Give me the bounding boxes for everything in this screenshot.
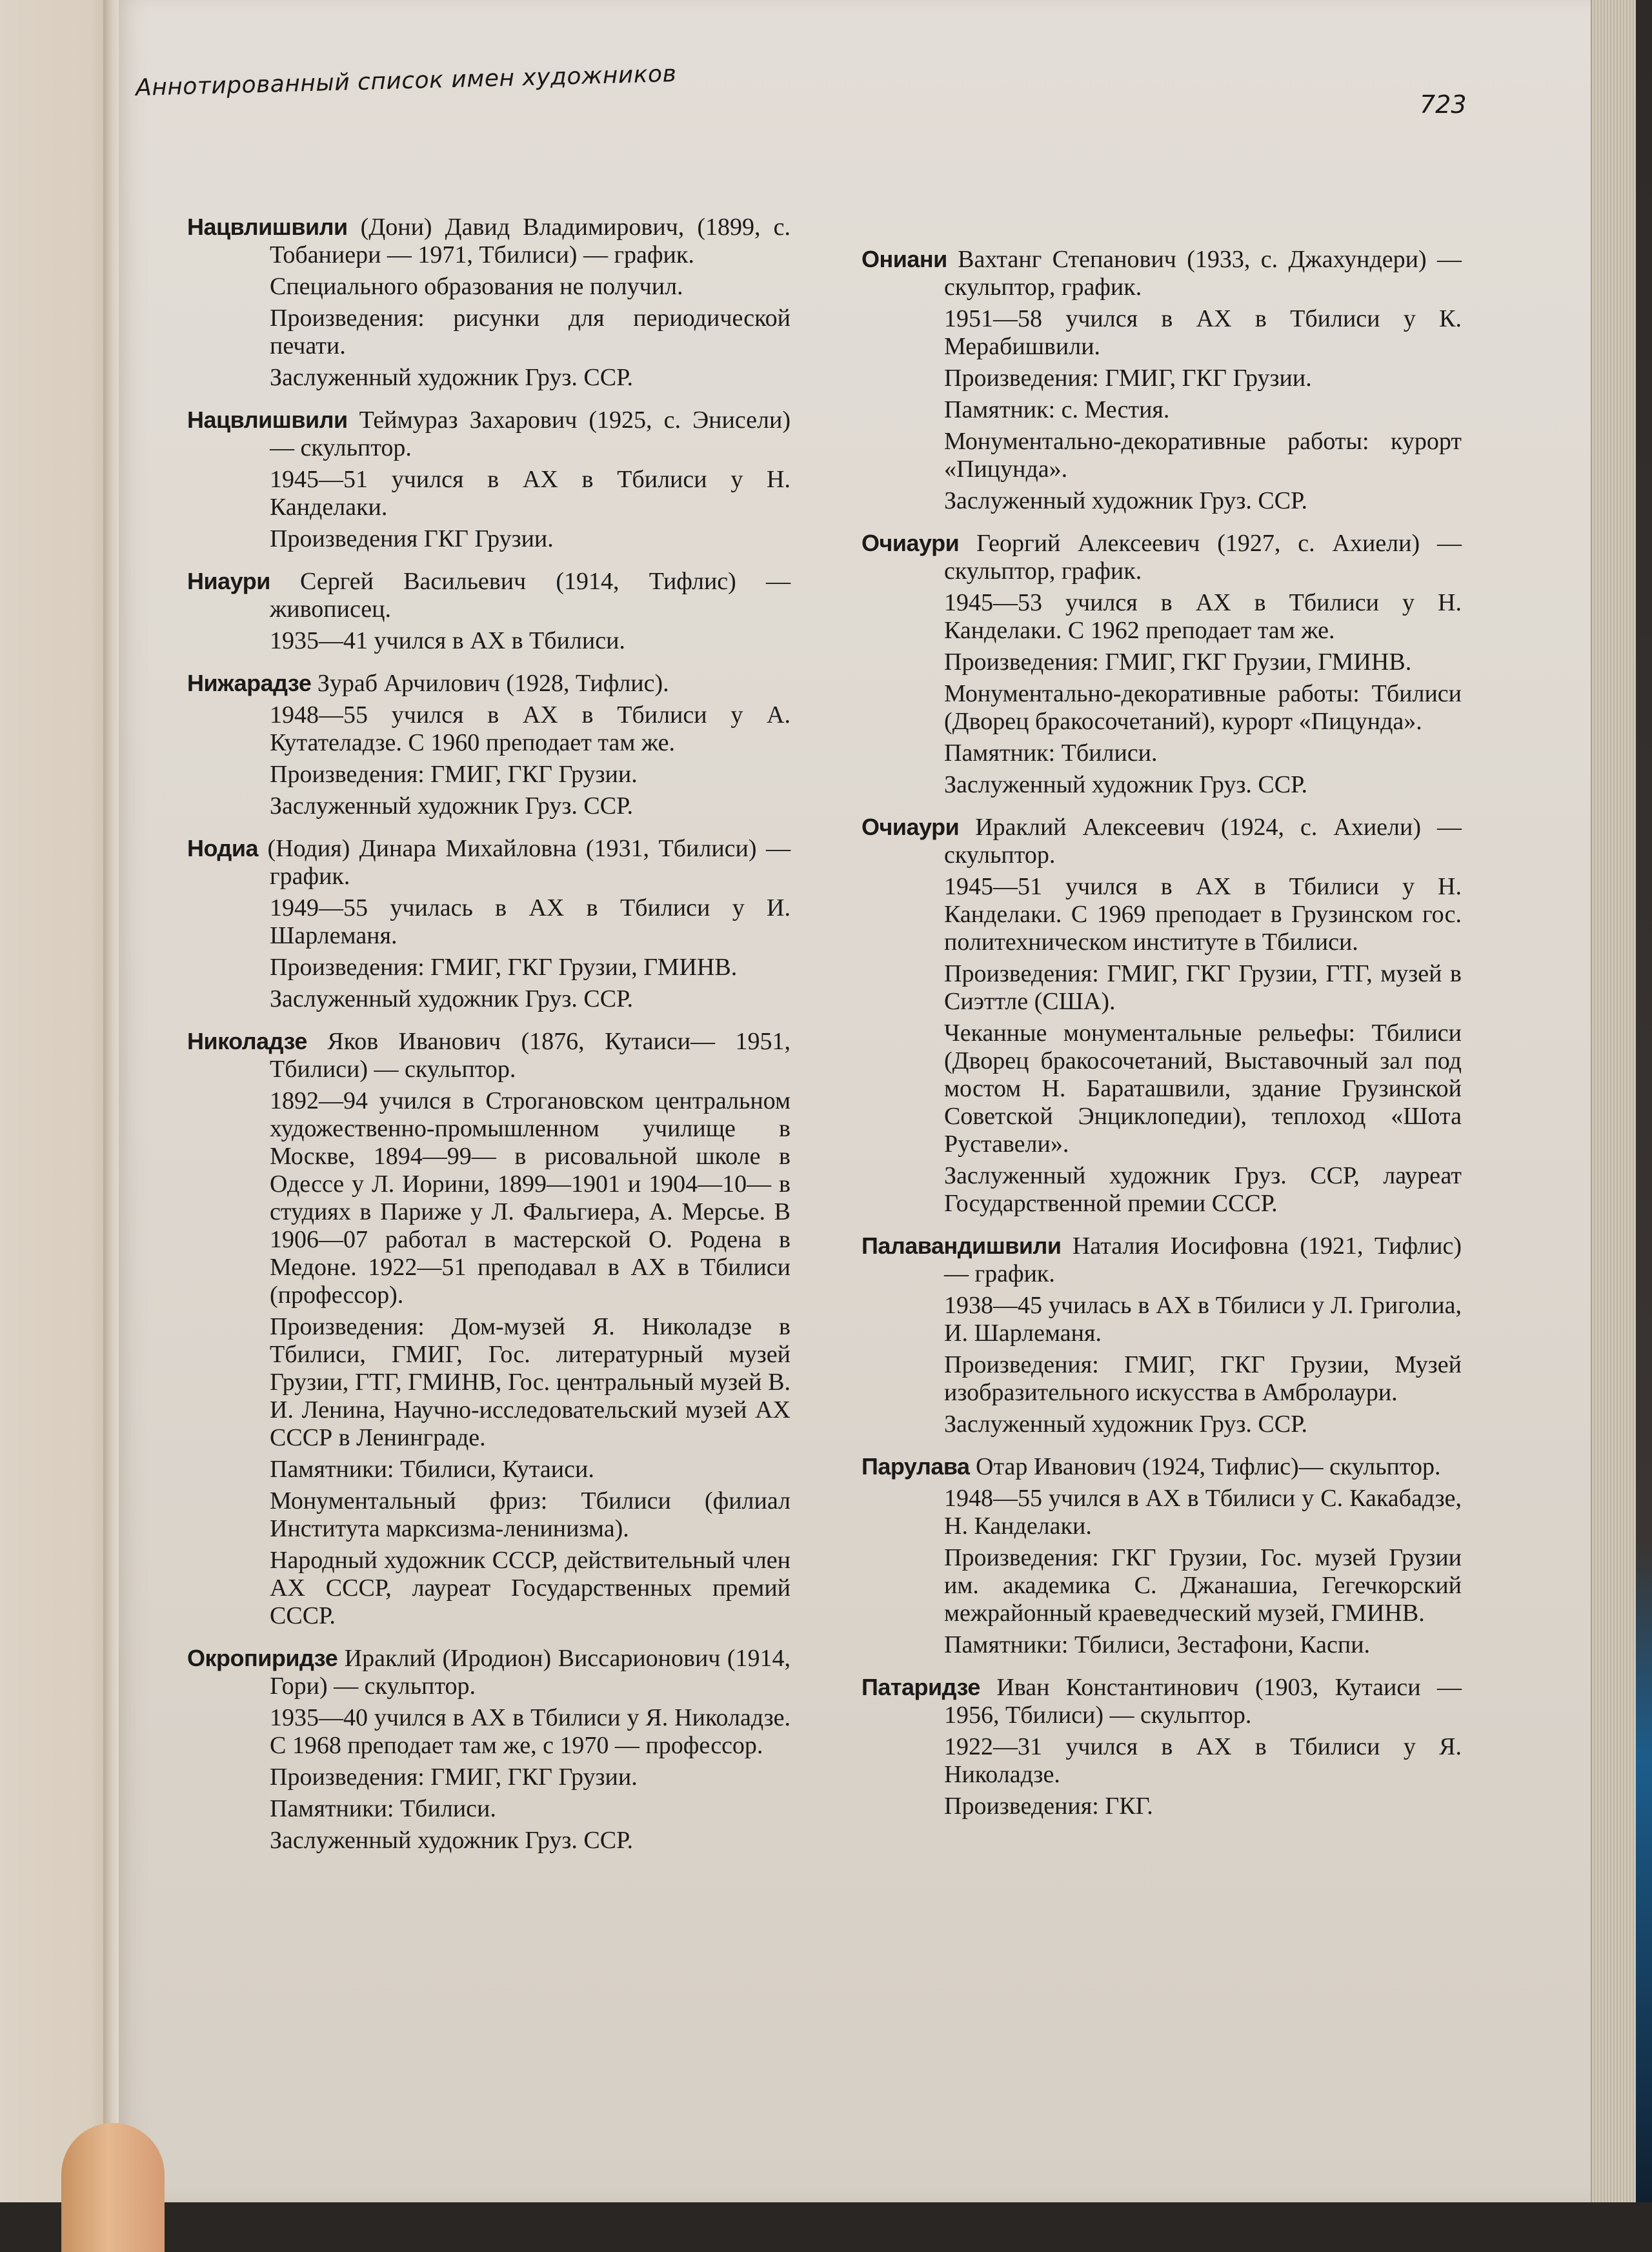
artist-name-dates: Отар Иванович (1924, Тифлис)— скульптор. bbox=[976, 1453, 1441, 1480]
entry-detail-line: Произведения ГКГ Грузии. bbox=[270, 525, 554, 552]
entry-heading bbox=[861, 813, 1462, 869]
entry-detail-line: Заслуженный художник Груз. ССР, лауреат Государственной премии СССР. bbox=[944, 1162, 1462, 1217]
artist-surname: Николадзе bbox=[187, 1028, 307, 1054]
artist-entry bbox=[861, 1453, 1462, 1659]
entry-detail-line: Произведения: рисунки для периодической печати. bbox=[270, 305, 791, 359]
artist-name-dates: Теймураз Захарович (1925, с. Энисели) — скульптор. bbox=[270, 407, 791, 461]
artist-surname: Ниаури bbox=[187, 568, 270, 594]
artist-surname: Нижарадзе bbox=[187, 670, 312, 696]
artist-entry bbox=[861, 1232, 1462, 1438]
artist-surname: Очиаури bbox=[861, 530, 960, 556]
entry-heading bbox=[187, 669, 791, 698]
entry-heading bbox=[187, 1027, 791, 1083]
entry-detail-line: Произведения: ГМИГ, ГКГ Грузии, ГМИНВ. bbox=[944, 648, 1412, 676]
entry-heading bbox=[187, 213, 791, 269]
entry-detail-line: Произведения: Дом-музей Я. Николадзе в Тбилиси, ГМИГ, Гос. литературный музей Грузии, ГТГ, ГМИНВ, Гос. центральный музей В. И. Ленина, Научно-исследовательский музей АХ СССР в Ленинграде. bbox=[270, 1313, 791, 1451]
artist-surname: Нацвлишвили bbox=[187, 407, 348, 433]
entry-heading bbox=[187, 406, 791, 462]
entry-detail-line: Произведения: ГМИГ, ГКГ Грузии. bbox=[270, 761, 638, 788]
thumb-holding-page bbox=[61, 2123, 165, 2252]
running-head: Аннотированный список имен художников bbox=[135, 61, 677, 101]
artist-name-dates: Зураб Арчилович (1928, Тифлис). bbox=[317, 670, 669, 697]
artist-surname: Нацвлишвили bbox=[187, 214, 348, 240]
entry-detail-line: Произведения: ГМИГ, ГКГ Грузии. bbox=[944, 365, 1312, 392]
artist-surname: Палавандишвили bbox=[861, 1232, 1062, 1259]
artist-entry bbox=[861, 245, 1462, 515]
artist-name-dates: (Нодия) Динара Михайловна (1931, Тбилиси) — график. bbox=[267, 835, 791, 890]
entry-detail-line: Произведения: ГМИГ, ГКГ Грузии, ГТГ, музей в Сиэттле (США). bbox=[944, 960, 1462, 1015]
artist-name-dates: Вахтанг Степанович (1933, с. Джахундери) — скульптор, график. bbox=[944, 246, 1462, 301]
artist-entry bbox=[187, 406, 791, 553]
artist-surname: Окропиридзе bbox=[187, 1645, 338, 1671]
entry-detail-line: 1935—40 учился в АХ в Тбилиси у Я. Николадзе. С 1968 преподает там же, с 1970 — профессор. bbox=[270, 1704, 791, 1759]
book-gutter bbox=[103, 0, 119, 2202]
entry-detail-line: Произведения: ГМИГ, ГКГ Грузии. bbox=[270, 1764, 638, 1791]
entry-detail-line: Народный художник СССР, действительный член АХ СССР, лауреат Государственных премий СССР. bbox=[270, 1547, 791, 1629]
artist-name-dates: Сергей Васильевич (1914, Тифлис) — живописец. bbox=[270, 568, 791, 623]
artist-name-dates: Иван Константинович (1903, Кутаиси — 1956, Тбилиси) — скульптор. bbox=[944, 1674, 1462, 1729]
artist-entry bbox=[861, 529, 1462, 799]
left-column bbox=[187, 213, 791, 1869]
entry-detail-line: Заслуженный художник Груз. ССР. bbox=[270, 792, 633, 819]
artist-surname: Патаридзе bbox=[861, 1674, 980, 1700]
entry-heading bbox=[861, 1232, 1462, 1288]
entry-detail-line: Заслуженный художник Груз. ССР. bbox=[944, 1411, 1307, 1438]
artist-surname: Ониани bbox=[861, 246, 947, 272]
artist-name-dates: Яков Иванович (1876, Кутаиси— 1951, Тбилиси) — скульптор. bbox=[270, 1028, 791, 1083]
entry-heading bbox=[861, 1673, 1462, 1729]
entry-detail-line: 1938—45 училась в АХ в Тбилиси у Л. Григолиа, И. Шарлеманя. bbox=[944, 1292, 1462, 1347]
artist-entry bbox=[187, 213, 791, 392]
right-column bbox=[861, 245, 1462, 1835]
entry-detail-line: 1945—51 учился в АХ в Тбилиси у Н. Канделаки. bbox=[270, 466, 791, 521]
entry-detail-line: 1945—53 учился в АХ в Тбилиси у Н. Канделаки. С 1962 преподает там же. bbox=[944, 589, 1462, 644]
entry-detail-line: Специального образования не получил. bbox=[270, 273, 683, 300]
entry-heading bbox=[187, 567, 791, 623]
entry-detail-line: Памятники: Тбилиси, Кутаиси. bbox=[270, 1456, 594, 1483]
entry-heading bbox=[187, 834, 791, 890]
entry-detail-line: Заслуженный художник Груз. ССР. bbox=[270, 985, 633, 1012]
entry-detail-line: Заслуженный художник Груз. ССР. bbox=[944, 487, 1307, 514]
entry-detail-line: 1935—41 учился в АХ в Тбилиси. bbox=[270, 627, 625, 654]
page-number: 723 bbox=[1420, 90, 1467, 119]
entry-detail-line: 1945—51 учился в АХ в Тбилиси у Н. Канделаки. С 1969 преподает в Грузинском гос. политехническом институте в Тбилиси. bbox=[944, 873, 1462, 956]
entry-detail-line: Заслуженный художник Груз. ССР. bbox=[270, 364, 633, 391]
artist-entry bbox=[861, 1673, 1462, 1820]
entry-detail-line: Памятники: Тбилиси, Зестафони, Каспи. bbox=[944, 1631, 1371, 1658]
entry-heading bbox=[187, 1644, 791, 1700]
entry-detail-line: 1948—55 учился в АХ в Тбилиси у А. Кутателадзе. С 1960 преподает там же. bbox=[270, 701, 791, 756]
entry-detail-line: Чеканные монументальные рельефы: Тбилиси (Дворец бракосочетаний, Выставочный зал под мостом Н. Бараташвили, здание Грузинской Советской Энциклопедии), теплоход «Шота Руставели». bbox=[944, 1020, 1462, 1158]
entry-detail-line: Монументально-декоративные работы: курорт «Пицунда». bbox=[944, 428, 1462, 483]
artist-entry bbox=[187, 834, 791, 1013]
entry-detail-line: Памятник: с. Местия. bbox=[944, 396, 1170, 423]
artist-name-dates: Наталия Иосифовна (1921, Тифлис) — график. bbox=[944, 1232, 1462, 1287]
entry-detail-line: Заслуженный художник Груз. ССР. bbox=[270, 1827, 633, 1854]
left-page-edge bbox=[0, 0, 113, 2202]
entry-detail-line: Монументально-декоративные работы: Тбилиси (Дворец бракосочетаний), курорт «Пицунда». bbox=[944, 680, 1462, 735]
artist-entry bbox=[187, 1027, 791, 1630]
artist-surname: Очиаури bbox=[861, 814, 960, 840]
entry-detail-line: Заслуженный художник Груз. ССР. bbox=[944, 771, 1307, 798]
artist-name-dates: Ираклий Алексеевич (1924, с. Ахиели) — скульптор. bbox=[944, 814, 1462, 869]
book-cover-edge bbox=[1636, 0, 1652, 2202]
artist-surname: Нодиа bbox=[187, 835, 259, 861]
entry-heading bbox=[861, 529, 1462, 585]
artist-entry bbox=[187, 567, 791, 655]
entry-heading bbox=[861, 1453, 1462, 1481]
entry-detail-line: Произведения: ГМИГ, ГКГ Грузии, ГМИНВ. bbox=[270, 954, 738, 981]
artist-surname: Парулава bbox=[861, 1453, 970, 1480]
artist-name-dates: Ираклий (Иродион) Виссарионович (1914, Гори) — скульптор. bbox=[270, 1645, 791, 1700]
entry-heading bbox=[861, 245, 1462, 301]
entry-detail-line: 1951—58 учился в АХ в Тбилиси у К. Мерабишвили. bbox=[944, 305, 1462, 360]
artist-entry bbox=[187, 669, 791, 820]
artist-name-dates: (Дони) Давид Владимирович, (1899, с. Тобаниери — 1971, Тбилиси) — график. bbox=[270, 214, 791, 268]
entry-detail-line: Произведения: ГКГ. bbox=[944, 1793, 1153, 1820]
entry-detail-line: 1922—31 учился в АХ в Тбилиси у Я. Николадзе. bbox=[944, 1733, 1462, 1788]
entry-detail-line: Произведения: ГКГ Грузии, Гос. музей Грузии им. академика С. Джанашиа, Гегечкорский межрайонный краеведческий музей, ГМИНВ. bbox=[944, 1544, 1462, 1627]
entry-detail-line: Памятники: Тбилиси. bbox=[270, 1795, 496, 1822]
entry-detail-line: Памятник: Тбилиси. bbox=[944, 739, 1158, 767]
artist-entry bbox=[861, 813, 1462, 1218]
artist-entry bbox=[187, 1644, 791, 1855]
artist-name-dates: Георгий Алексеевич (1927, с. Ахиели) — скульптор, график. bbox=[944, 530, 1462, 585]
entry-detail-line: 1949—55 училась в АХ в Тбилиси у И. Шарлеманя. bbox=[270, 894, 791, 949]
entry-detail-line: Произведения: ГМИГ, ГКГ Грузии, Музей изобразительного искусства в Амбролаури. bbox=[944, 1351, 1462, 1406]
entry-detail-line: Монументальный фриз: Тбилиси (филиал Института марксизма-ленинизма). bbox=[270, 1487, 791, 1542]
entry-detail-line: 1892—94 учился в Строгановском центральном художественно-промышленном училище в Москве, 1894—99— в рисовальной школе в Одессе у Л. Иорини, 1899—1901 и 1904—10— в студиях в Париже у Л. Фальгиера, А. Мерсье. В 1906—07 работал в мастерской О. Родена в Медоне. 1922—51 преподавал в АХ в Тбилиси (профессор). bbox=[270, 1087, 791, 1309]
entry-detail-line: 1948—55 учился в АХ в Тбилиси у С. Какабадзе, Н. Канделаки. bbox=[944, 1485, 1462, 1540]
